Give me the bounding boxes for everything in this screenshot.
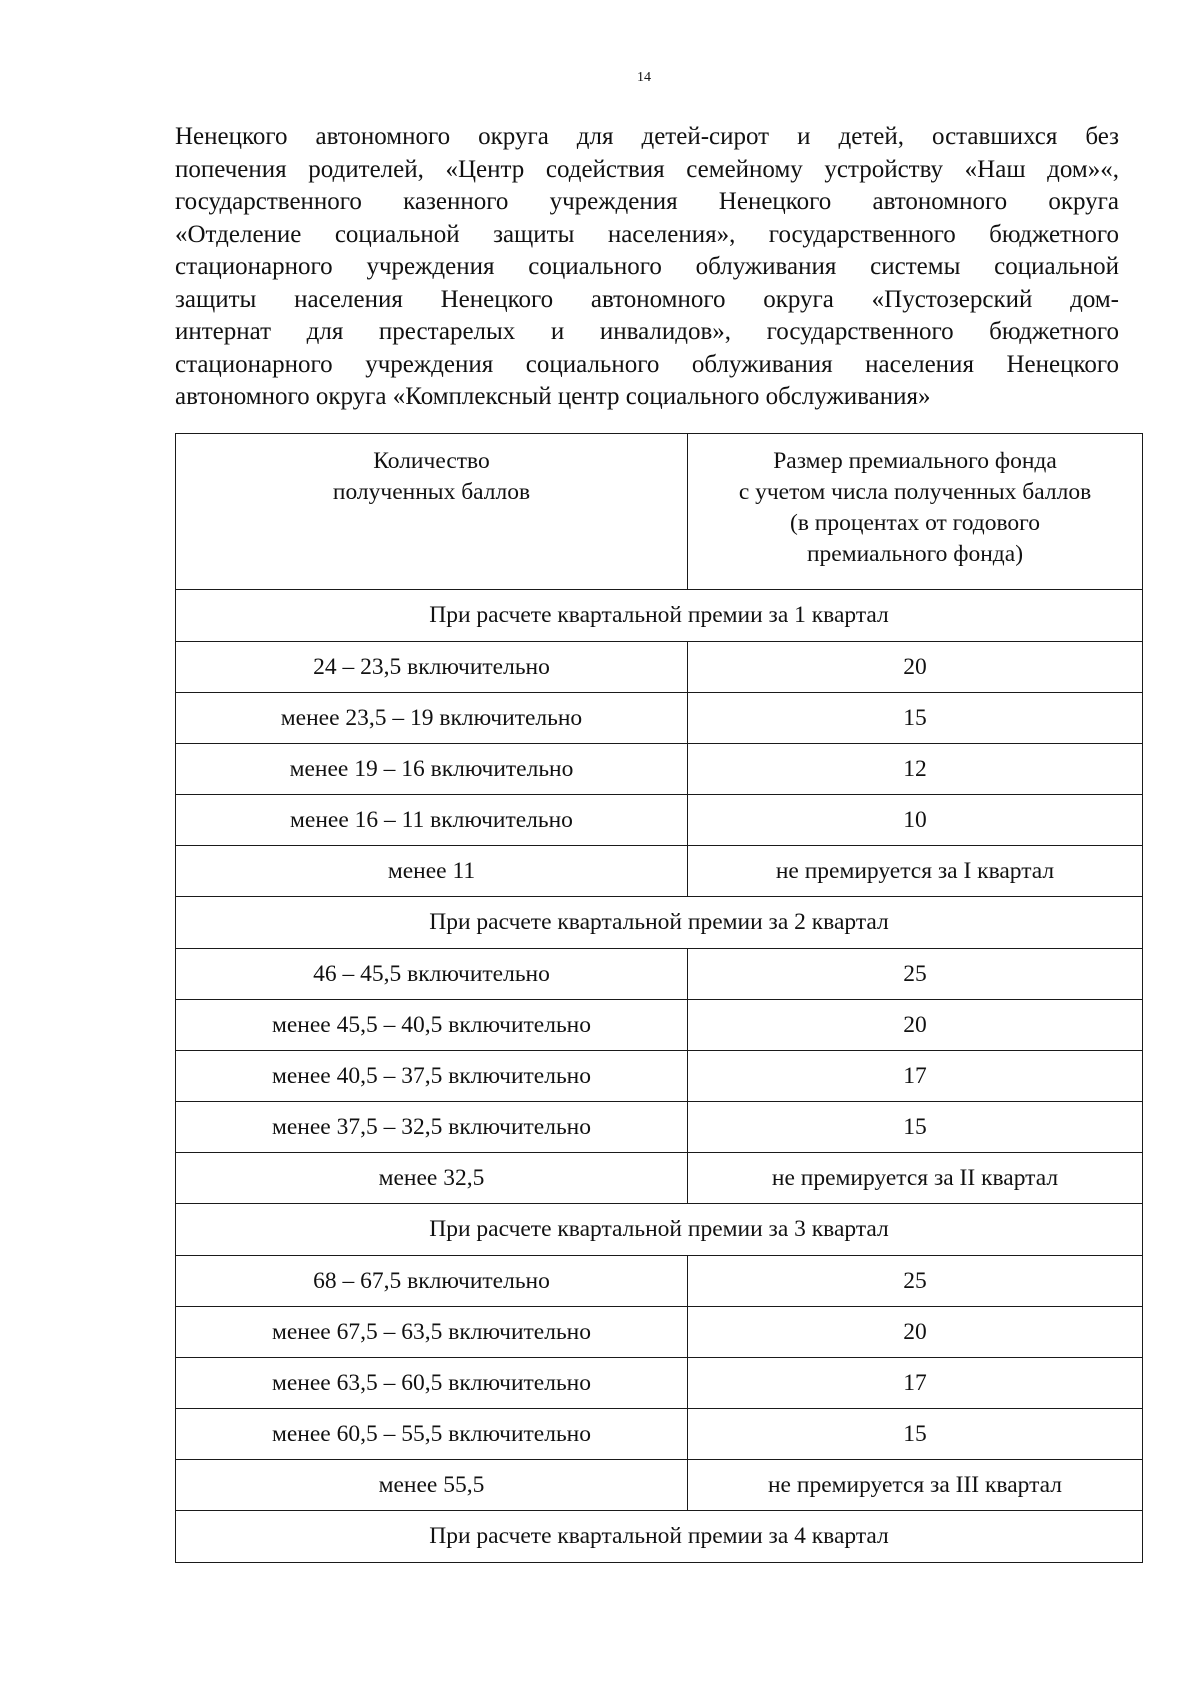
header-fund-cell (688, 434, 1143, 590)
fund-percent-cell: 15 (688, 1409, 1143, 1460)
bonus-table (175, 433, 1143, 1563)
fund-percent-cell: 17 (688, 1358, 1143, 1409)
quarter-heading: При расчете квартальной премии за 4 квартал (176, 1511, 1143, 1563)
table-row (176, 744, 1143, 795)
intro-line: Ненецкого автономного округа для детей-сирот и детей, оставшихся без (175, 123, 1119, 150)
table-row (176, 949, 1143, 1000)
quarter-heading-row (176, 897, 1143, 949)
points-range-cell: менее 45,5 – 40,5 включительно (176, 1000, 688, 1051)
fund-percent-cell: 25 (688, 949, 1143, 1000)
points-range-cell: менее 40,5 – 37,5 включительно (176, 1051, 688, 1102)
table-header-row (176, 434, 1143, 590)
fund-percent-cell: не премируется за II квартал (688, 1153, 1143, 1204)
intro-line: государственного казенного учреждения Ненецкого автономного округа (175, 188, 1119, 215)
quarter-heading: При расчете квартальной премии за 1 квартал (176, 590, 1143, 642)
header-fund-line: с учетом числа полученных баллов (738, 479, 1092, 505)
table-row (176, 1153, 1143, 1204)
points-range-cell: менее 16 – 11 включительно (176, 795, 688, 846)
table-row (176, 1102, 1143, 1153)
fund-percent-cell: не премируется за I квартал (688, 846, 1143, 897)
intro-line: попечения родителей, «Центр содействия семейному устройству «Наш дом»«, (175, 155, 1119, 183)
points-range-cell: менее 37,5 – 32,5 включительно (176, 1102, 688, 1153)
fund-percent-cell: 25 (688, 1256, 1143, 1307)
points-range-cell: 24 – 23,5 включительно (176, 642, 688, 693)
fund-percent-cell: 10 (688, 795, 1143, 846)
fund-percent-cell: 15 (688, 1102, 1143, 1153)
intro-line: защиты населения Ненецкого автономного округа «Пустозерский дом- (175, 285, 1119, 313)
fund-percent-cell: не премируется за III квартал (688, 1460, 1143, 1511)
fund-percent-cell: 20 (688, 1307, 1143, 1358)
table-row (176, 846, 1143, 897)
fund-percent-cell: 12 (688, 744, 1143, 795)
table-row (176, 1256, 1143, 1307)
header-points-line: Количество (373, 448, 490, 474)
header-fund-line: (в процентах от годового (790, 510, 1040, 536)
table-row (176, 1051, 1143, 1102)
points-range-cell: менее 60,5 – 55,5 включительно (176, 1409, 688, 1460)
intro-paragraph (175, 121, 1119, 414)
points-range-cell: менее 32,5 (176, 1153, 688, 1204)
quarter-heading-row (176, 590, 1143, 642)
quarter-heading: При расчете квартальной премии за 2 квартал (176, 897, 1143, 949)
table-row (176, 693, 1143, 744)
points-range-cell: менее 55,5 (176, 1460, 688, 1511)
fund-percent-cell: 15 (688, 693, 1143, 744)
fund-percent-cell: 17 (688, 1051, 1143, 1102)
points-range-cell: менее 23,5 – 19 включительно (176, 693, 688, 744)
fund-percent-cell: 20 (688, 1000, 1143, 1051)
table-row (176, 642, 1143, 693)
header-points-line: полученных баллов (332, 479, 531, 505)
intro-line: интернат для престарелых и инвалидов», государственного бюджетного (175, 318, 1119, 345)
fund-percent-cell: 20 (688, 642, 1143, 693)
table-row (176, 1460, 1143, 1511)
quarter-heading: При расчете квартальной премии за 3 квартал (176, 1204, 1143, 1256)
table-row (176, 795, 1143, 846)
header-fund-line: премиального фонда) (806, 541, 1024, 567)
points-range-cell: менее 67,5 – 63,5 включительно (176, 1307, 688, 1358)
table-row (176, 1358, 1143, 1409)
points-range-cell: менее 11 (176, 846, 688, 897)
page-number: 14 (637, 70, 651, 85)
quarter-heading-row (176, 1204, 1143, 1256)
points-range-cell: 68 – 67,5 включительно (176, 1256, 688, 1307)
header-fund-line: Размер премиального фонда (773, 448, 1057, 474)
points-range-cell: менее 63,5 – 60,5 включительно (176, 1358, 688, 1409)
intro-line: стационарного учреждения социального облуживания системы социальной (175, 253, 1119, 280)
header-points-cell (176, 434, 688, 590)
quarter-heading-row (176, 1511, 1143, 1563)
points-range-cell: менее 19 – 16 включительно (176, 744, 688, 795)
points-range-cell: 46 – 45,5 включительно (176, 949, 688, 1000)
intro-line: стационарного учреждения социального облуживания населения Ненецкого (175, 350, 1119, 378)
table-row (176, 1000, 1143, 1051)
intro-line: автономного округа «Комплексный центр социального обслуживания» (175, 383, 931, 410)
table-row (176, 1409, 1143, 1460)
intro-line: «Отделение социальной защиты населения», государственного бюджетного (175, 220, 1119, 248)
table-row (176, 1307, 1143, 1358)
